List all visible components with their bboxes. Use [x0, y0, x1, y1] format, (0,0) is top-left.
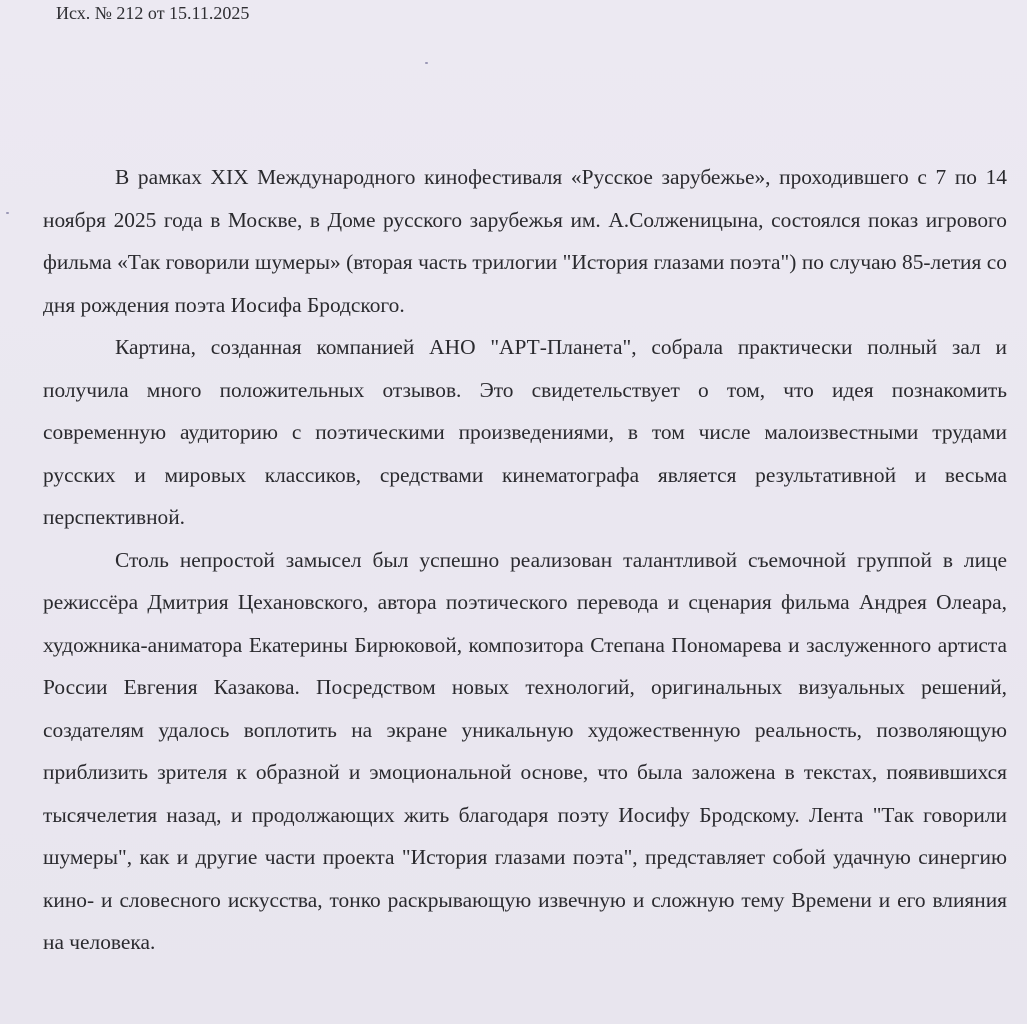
paragraph-audience-reception: Картина, созданная компанией АНО "АРТ-Планета", собрала практически полный зал и получила много положительных отзывов. Это свидетельствует о том, что идея познакомить современную аудиторию с поэтическими произведениями, в том числе малоизвестными трудами русских и мировых классиков, средствами кинематографа является результативной и весьма перспективной.: [43, 335, 1007, 529]
letter-body: [43, 156, 1007, 964]
scan-speck: [425, 62, 428, 64]
paragraph-film-crew: Столь непростой замысел был успешно реализован талантливой съемочной группой в лице режиссёра Дмитрия Цехановского, автора поэтического перевода и сценария фильма Андрея Олеара, художника-аниматора Екатерины Бирюковой, композитора Степана Пономарева и заслуженного артиста России Евгения Казакова. Посредством новых технологий, оригинальных визуальных решений, создателям удалось воплотить на экране уникальную художественную реальность, позволяющую приблизить зрителя к образной и эмоциональной основе, что была заложена в текстах, появившихся тысячелетия назад, и продолжающих жить благодаря поэту Иосифу Бродскому. Лента "Так говорили шумеры", как и другие части проекта "История глазами поэта", представляет собой удачную синергию кино- и словесного искусства, тонко раскрывающую извечную и сложную тему Времени и его влияния на человека.: [43, 547, 1007, 954]
paragraph-festival-screening: В рамках XIX Международного кинофестиваля «Русское зарубежье», проходившего с 7 по 14 ноября 2025 года в Москве, в Доме русского зарубежья им. А.Солженицына, состоялся показ игрового фильма «Так говорили шумеры» (вторая часть трилогии "История глазами поэта") по случаю 85-летия со дня рождения поэта Иосифа Бродского.: [43, 165, 1007, 317]
scan-speck: [6, 212, 9, 214]
outgoing-reference: Исх. № 212 от 15.11.2025: [56, 3, 250, 23]
